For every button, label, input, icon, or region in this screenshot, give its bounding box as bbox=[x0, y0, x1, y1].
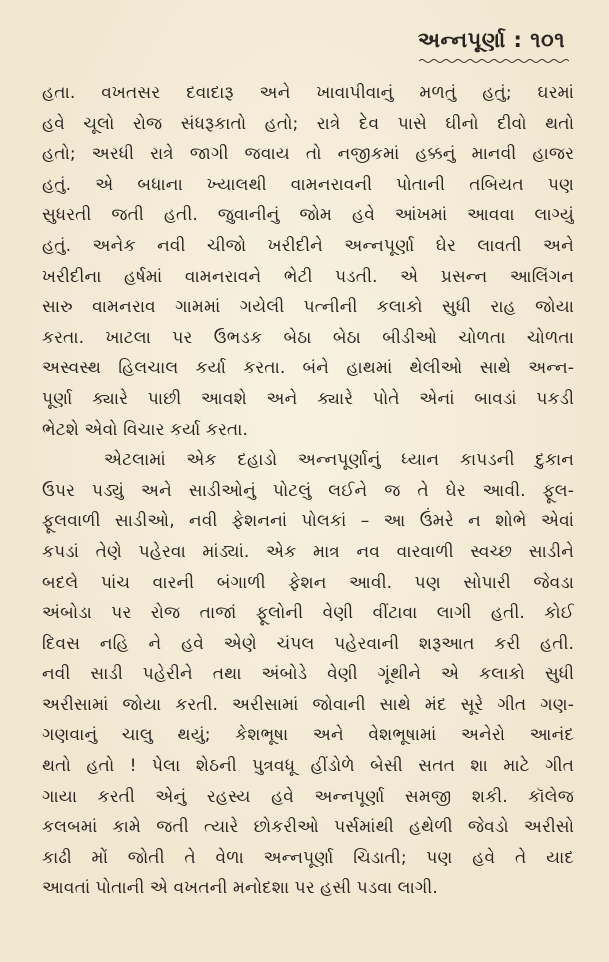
text-line: કલબમાં કામે જતી ત્યારે છોકરીઓ પર્સમાંથી હથેળી જેવડો અરીસો bbox=[42, 817, 574, 838]
text-line: ફૂલવાળી સાડીઓ, નવી ફેશનનાં પોલકાં – આ ઉંમરે ન શોભે એવાં bbox=[42, 511, 574, 532]
text-line: ગાયા કરતી એનું રહસ્ય હવે અન્નપૂર્ણા સમજી શકી. કૉલેજ bbox=[42, 786, 574, 807]
text-line: કપડાં તેણે પહેરવા માંડ્યાં. એક માત્ર નવ વારવાળી સ્વચ્છ સાડીને bbox=[42, 541, 574, 562]
text-line: અરીસામાં જોયા કરતી. અરીસામાં જોવાની સાથે મંદ સૂરે ગીત ગણ- bbox=[42, 694, 574, 715]
text-line: ગણવાનું ચાલુ થયું; કેશભૂષા અને વેશભૂષામાં અનેરો આનંદ bbox=[42, 725, 574, 746]
text-line: અંબોડા પર રોજ તાજાં ફૂલોની વેણી વીંટાવા લાગી હતી. કોઈ bbox=[42, 603, 574, 624]
text-line: હતો; અરધી રાત્રે જાગી જવાય તો નજીકમાં હક્કનું માનવી હાજર bbox=[42, 144, 574, 165]
text-line: હતું. અનેક નવી ચીજો ખરીદીને અન્નપૂર્ણા ઘેર લાવતી અને bbox=[42, 235, 574, 256]
text-line: કાઢી મોં જોતી તે વેળા અન્નપૂર્ણા ચિડાતી; પણ હવે તે યાદ bbox=[42, 847, 574, 868]
text-line: બદલે પાંચ વારની બંગાળી ફેશન આવી. પણ સોપારી જેવડા bbox=[42, 572, 574, 593]
text-line: અસ્વસ્થ હિલચાલ કર્યા કરતા. બંને હાથમાં થેલીઓ સાથે અન્ન- bbox=[42, 358, 574, 379]
header-wavy-rule bbox=[419, 58, 569, 64]
text-line: હતા. વખતસર દવાદારૂ અને ખાવાપીવાનું મળતું હતું; ઘરમાં bbox=[42, 83, 574, 103]
text-line: ખરીદીના હર્ષમાં વામનરાવને ભેટી પડતી. એ પ્રસન્ન આલિંગન bbox=[42, 266, 574, 287]
text-line: એટલામાં એક દહાડો અન્નપૂર્ણાનું ધ્યાન કાપડની દુકાન bbox=[104, 450, 574, 471]
text-line: ઉપર પડ્યું અને સાડીઓનું પોટલું લઈને જ તે ઘેર આવી. ફૂલ- bbox=[42, 480, 574, 501]
text-line: આવતાં પોતાની એ વખતની મનોદશા પર હસી પડવા લાગી. bbox=[42, 878, 438, 899]
paragraph-1 bbox=[42, 78, 574, 445]
running-header: અન્નપૂર્ણા : ૧૦૧ bbox=[417, 28, 565, 52]
text-line: સારુ વામનરાવ ગામમાં ગયેલી પત્નીની કલાકો સુધી રાહ જોયા bbox=[42, 297, 574, 318]
text-line: કરતા. ખાટલા પર ઉભડક બેઠા બેઠા બીડીઓ ચોળતા ચોળતા bbox=[42, 327, 574, 348]
body-text bbox=[42, 78, 574, 904]
text-line: થતો હતો ! પેલા શેઠની પુત્રવધૂ હીંડોળે બેસી સતત શા માટે ગીત bbox=[42, 756, 574, 777]
text-line: સુધરતી જતી હતી. જુવાનીનું જોમ હવે આંખમાં આવવા લાગ્યું bbox=[42, 205, 574, 226]
text-line: હવે ચૂલો રોજ સંધરૂકાતો હતો; રાત્રે દેવ પાસે ઘીનો દીવો થતો bbox=[42, 113, 574, 134]
text-line: પૂર્ણા ક્યારે પાછી આવશે અને ક્યારે પોતે એનાં બાવડાં પકડી bbox=[42, 388, 574, 409]
text-line: નવી સાડી પહેરીને તથા અંબોડે વેણી ગૂંથીને એ કલાકો સુધી bbox=[42, 664, 574, 685]
text-line: હતું. એ બધાના ખ્યાલથી વામનરાવની પોતાની તબિયત પણ bbox=[42, 174, 574, 195]
text-line: ભેટશે એવો વિચાર કર્યા કરતા. bbox=[42, 419, 248, 440]
paragraph-2 bbox=[42, 445, 574, 904]
text-line: દિવસ નહિ ને હવે એણે ચંપલ પહેરવાની શરૂઆત કરી હતી. bbox=[42, 633, 574, 654]
